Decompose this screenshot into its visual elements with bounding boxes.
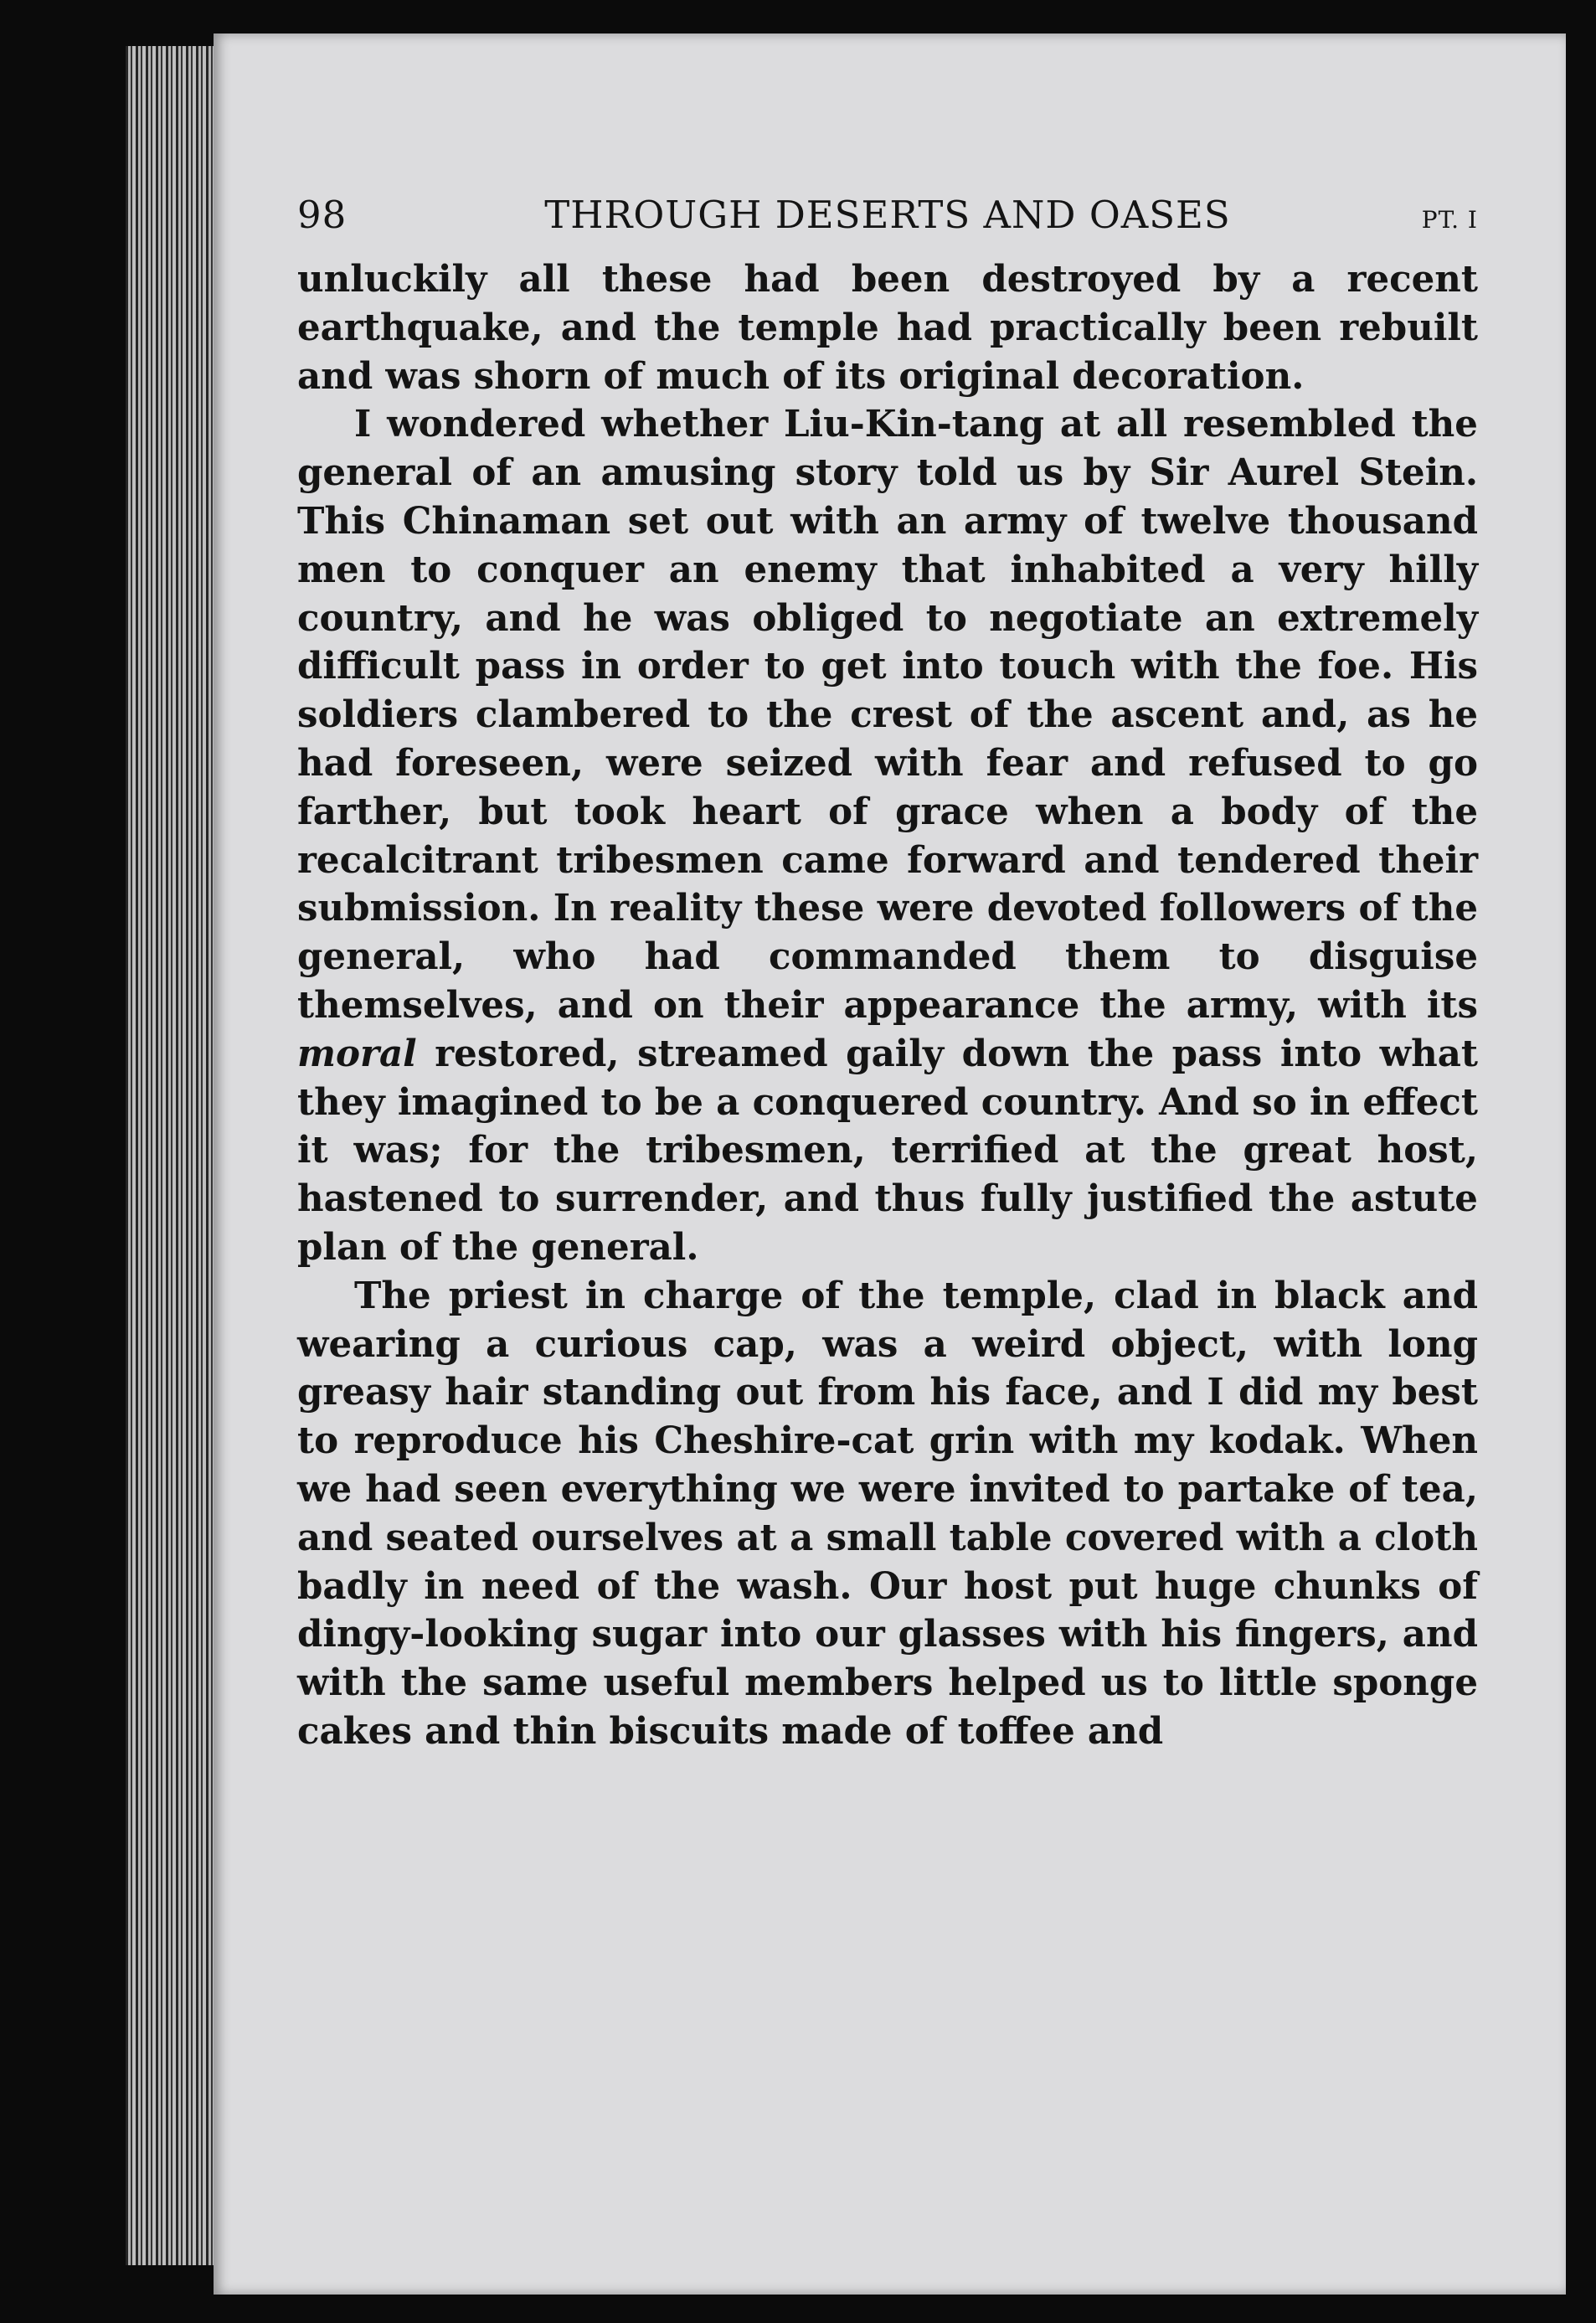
page-content [297,193,1478,1756]
italic-word-moral: moral [297,1032,417,1075]
paragraph-3: The priest in charge of the temple, clad in black and wearing a curious cap, was a weird object, with long greasy hair standing out from his face, and I did my best to reproduce his Cheshire-cat grin with my kodak. When we had seen everything we were invited to partake of tea, and seated ourselves at a small table covered with a cloth badly in need of the wash. Our host put huge chunks of dingy-looking sugar into our glasses with his fingers, and with the same useful members helped us to little sponge cakes and thin biscuits made of toffee and [297,1274,1478,1753]
running-head [297,193,1478,237]
paragraph-2 [297,400,1478,1271]
paragraph-1: unluckily all these had been destroyed by a recent earthquake, and the temple had practically been rebuilt and was shorn of much of its original decoration. [297,258,1478,398]
paragraph-2-text: I wondered whether Liu-Kin-tang at all resembled the general of an amusing story told us by Sir Aurel Stein. This Chinaman set out with an army of twelve thousand men to conquer an enemy that inhabited a very hilly country, and he was obliged to negotiate an extremely difficult pass in order to get into touch with the foe. His soldiers clambered to the crest of the ascent and, as he had foreseen, were seized with fear and refused to go farther, but took heart of grace when a body of the recalcitrant tribesmen came forward and tendered their submission. In reality these were devoted followers of the general, who had commanded them to disguise themselves, and on their appearance the army, with its [297,403,1478,1027]
part-label: PT. I [1421,206,1478,234]
body-text [297,255,1478,1756]
page-number: 98 [297,193,348,237]
paragraph-2-continuation: restored, streamed gaily down the pass into what they imagined to be a conquered country. And so in effect it was; for the tribesmen, terrified at the great host, hastened to surrender, and thus fully justified the astute plan of the general. [297,1032,1478,1269]
running-head-title: THROUGH DESERTS AND OASES [544,193,1231,237]
